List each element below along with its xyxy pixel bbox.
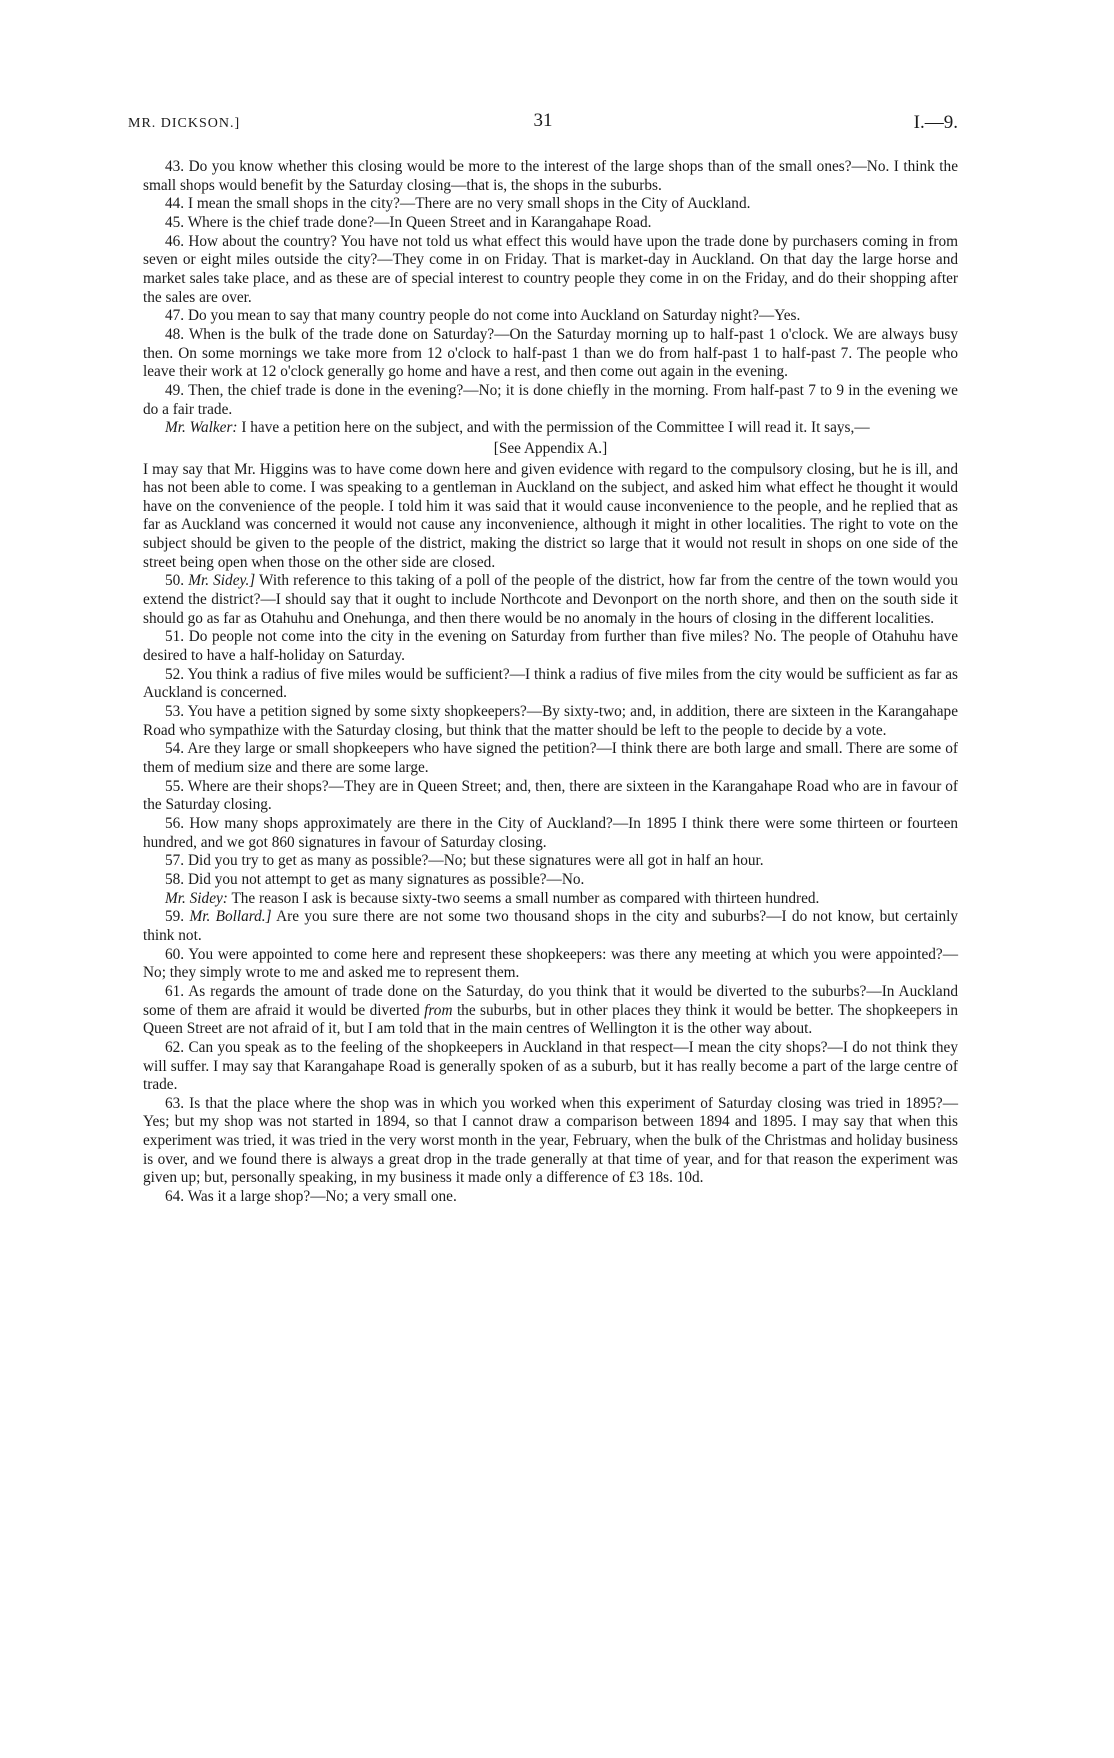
paragraph-54 [143,740,958,777]
paragraph-64 [143,1188,958,1207]
paragraph-text: Did you try to get as many as possible?—No; but these signatures were all got in half an hour. [187,852,764,870]
paragraph-number: 63. [165,1094,185,1112]
paragraph-text: Do you know whether this closing would be more to the interest of the large shops than of the small ones?—No. I think the small shops would benefit by the Saturday closing—that is, the shops in the suburbs. [143,158,958,194]
paragraph-49 [143,382,958,419]
paragraph-number: 48. [165,325,185,343]
paragraph-number: 51. [165,628,185,646]
paragraph-text: As regards the amount of trade done on the Saturday, do you think that it would be diverted to the suburbs?—In Auckland some of them are afraid it would be diverted [143,982,959,1019]
paragraph-number: 46. [165,232,185,250]
paragraph-sidey-statement [143,890,958,909]
speaker-name: Mr. Sidey: [165,889,228,907]
paragraph-text: Was it a large shop?—No; a very small one. [187,1188,457,1206]
paragraph-number: 56. [165,814,185,832]
paragraph-walker-statement [143,419,958,438]
appendix-reference: [See Appendix A.] [493,439,608,457]
paragraph-56 [143,815,958,852]
paragraph-text: Do people not come into the city in the evening on Saturday from further than five miles? No. The people of Otahuhu have desired to have a half-holiday on Saturday. [143,628,958,665]
paragraph-51 [143,628,958,665]
paragraph-text: The reason I ask is because sixty-two seems a small number as compared with thirteen hundred. [231,889,820,907]
paragraph-text: When is the bulk of the trade done on Saturday?—On the Saturday morning up to half-past 1 o'clock. We are always busy then. On some mornings we take more from 12 o'clock to half-past 1 than we do from half-past 1 to half-past 7. The people who leave their work at 12 o'clock generally go home and have a rest, and then come out again in the evening. [143,325,958,381]
paragraph-number: 43. [165,158,185,175]
speaker-name: Mr. Sidey.] [188,572,256,590]
paragraph-text: Did you not attempt to get as many signatures as possible?—No. [187,870,585,888]
paragraph-text: You were appointed to come here and represent these shopkeepers: was there any meeting at which you were appointed?—No; they simply wrote to me and asked me to represent them. [143,945,958,982]
paragraph-63 [143,1095,958,1188]
paragraph-47 [143,307,958,326]
paragraph-50 [143,572,958,628]
paragraph-text: How many shops approximately are there in the City of Auckland?—In 1895 I think there were some thirteen or fourteen hundred, and we got 860 signatures in favour of Saturday closing. [143,814,959,851]
paragraph-57 [143,852,958,871]
paragraph-number: 44. [165,195,185,213]
paragraph-number: 58. [165,870,185,888]
paragraph-number: 60. [165,945,185,963]
paragraph-45 [143,214,958,233]
emphasis-text: from [424,1001,453,1019]
header-witness-name: MR. DICKSON.] [128,116,241,131]
paragraph-text: Where is the chief trade done?—In Queen Street and in Karangahape Road. [187,213,652,231]
paragraph-higgins-statement: I may say that Mr. Higgins was to have come down here and given evidence with regard to the compulsory closing, but he is ill, and has not been able to come. I was speaking to a gentleman in Auckland on the subject, and asked him what effect he thought it would have on the convenience of the people. I told him it was said that it would cause inconvenience to the people, and he replied that as far as Auckland was concerned it would not cause any inconvenience, although it might in other localities. The right to vote on the subject should be given to the people of the district, making the district so large that it would not result in shops on one side of the street being open when those on the other side are closed. [143,460,958,571]
paragraph-60 [143,946,958,983]
paragraph-number: 55. [165,777,185,795]
paragraph-number: 64. [165,1188,185,1206]
paragraph-text: You think a radius of five miles would be sufficient?—I think a radius of five miles from the city would be sufficient as far as Auckland is concerned. [143,665,958,702]
header-document-ref: I.—9. [913,112,958,133]
paragraph-text: You have a petition signed by some sixty shopkeepers?—By sixty-two; and, in addition, there are sixteen in the Karangahape Road who sympathize with the Saturday closing, but think that the matter should be left to the people to decide by a vote. [143,703,958,739]
paragraph-text: Is that the place where the shop was in which you worked when this experiment of Saturday closing was tried in 1895?—Yes; but my shop was not started in 1894, so that I cannot draw a comparison between 1894 and 1895. I may say that when this experiment was tried, it was tried in the very worst month in the year, February, when the bulk of the Christmas and holiday business is over, and we found there is always a great drop in the trade generally at that time of year, and for that reason the experiment was given up; but, personally speaking, in my business it made only a difference of £3 18s. 10d. [143,1094,958,1187]
paragraph-43 [143,158,958,195]
paragraph-61 [143,983,958,1039]
paragraph-text: I have a petition here on the subject, and with the permission of the Committee I will read it. It says,— [241,419,870,437]
paragraph-62 [143,1039,958,1095]
paragraph-number: 57. [165,852,185,870]
paragraph-text: the suburbs, but in other places they think it would be better. The shopkeepers in Queen Street are not afraid of it, but I am told that in the main centres of Wellington it is the other way about. [143,1001,958,1038]
paragraph-52 [143,666,958,703]
paragraph-48 [143,326,958,382]
paragraph-number: 50. [165,572,185,590]
paragraph-number: 52. [165,665,185,683]
paragraph-53 [143,703,958,740]
paragraph-55 [143,778,958,815]
paragraph-number: 59. [165,908,185,926]
paragraph-text: How about the country? You have not told us what effect this would have upon the trade done by purchasers coming in from seven or eight miles outside the city?—They come in on Friday. That is market-day in Auckland. On that day the large horse and market sales take place, and as these are of special interest to country people they come in on the Friday, and do their shopping after the sales are over. [143,232,958,306]
document-body [143,158,958,1207]
paragraph-text: Are they large or small shopkeepers who have signed the petition?—I think there are both large and small. There are some of them of medium size and there are some large. [143,740,958,776]
speaker-name: Mr. Walker: [165,419,238,437]
paragraph-number: 62. [165,1038,185,1056]
paragraph-number: 53. [165,703,185,721]
paragraph-text: Where are their shops?—They are in Queen Street; and, then, there are sixteen in the Karangahape Road who are in favour of the Saturday closing. [143,777,958,814]
paragraph-text: Do you mean to say that many country people do not come into Auckland on Saturday night?—Yes. [187,307,801,325]
paragraph-number: 54. [165,740,185,758]
paragraph-text: Then, the chief trade is done in the evening?—No; it is done chiefly in the morning. From half-past 7 to 9 in the evening we do a fair trade. [143,381,958,418]
speaker-name: Mr. Bollard.] [189,908,272,926]
paragraph-58 [143,871,958,890]
paragraph-text: Are you sure there are not some two thousand shops in the city and suburbs?—I do not know, but certainly think not. [143,908,958,944]
paragraph-number: 49. [165,381,185,399]
paragraph-text: I mean the small shops in the city?—There are no very small shops in the City of Auckland. [187,195,751,213]
paragraph-44 [143,195,958,214]
page-number: 31 [533,110,553,131]
paragraph-46 [143,233,958,308]
paragraph-number: 47. [165,307,185,325]
page-header [128,110,958,138]
paragraph-59 [143,908,958,945]
paragraph-text: Can you speak as to the feeling of the shopkeepers in Auckland in that respect—I mean the city shops?—I do not think they will suffer. I may say that Karangahape Road is generally spoken of as a suburb, but it has really become a part of the large centre of trade. [143,1038,958,1094]
paragraph-text: With reference to this taking of a poll of the people of the district, how far from the centre of the town would you extend the district?—I should say that it ought to include Northcote and Devonport on the north shore, and then on the south side it should go as far as Otahuhu and Onehunga, and then there would be no anomaly in the hours of closing in the different localities. [143,572,958,627]
paragraph-number: 45. [165,213,185,231]
paragraph-number: 61. [165,982,185,1000]
